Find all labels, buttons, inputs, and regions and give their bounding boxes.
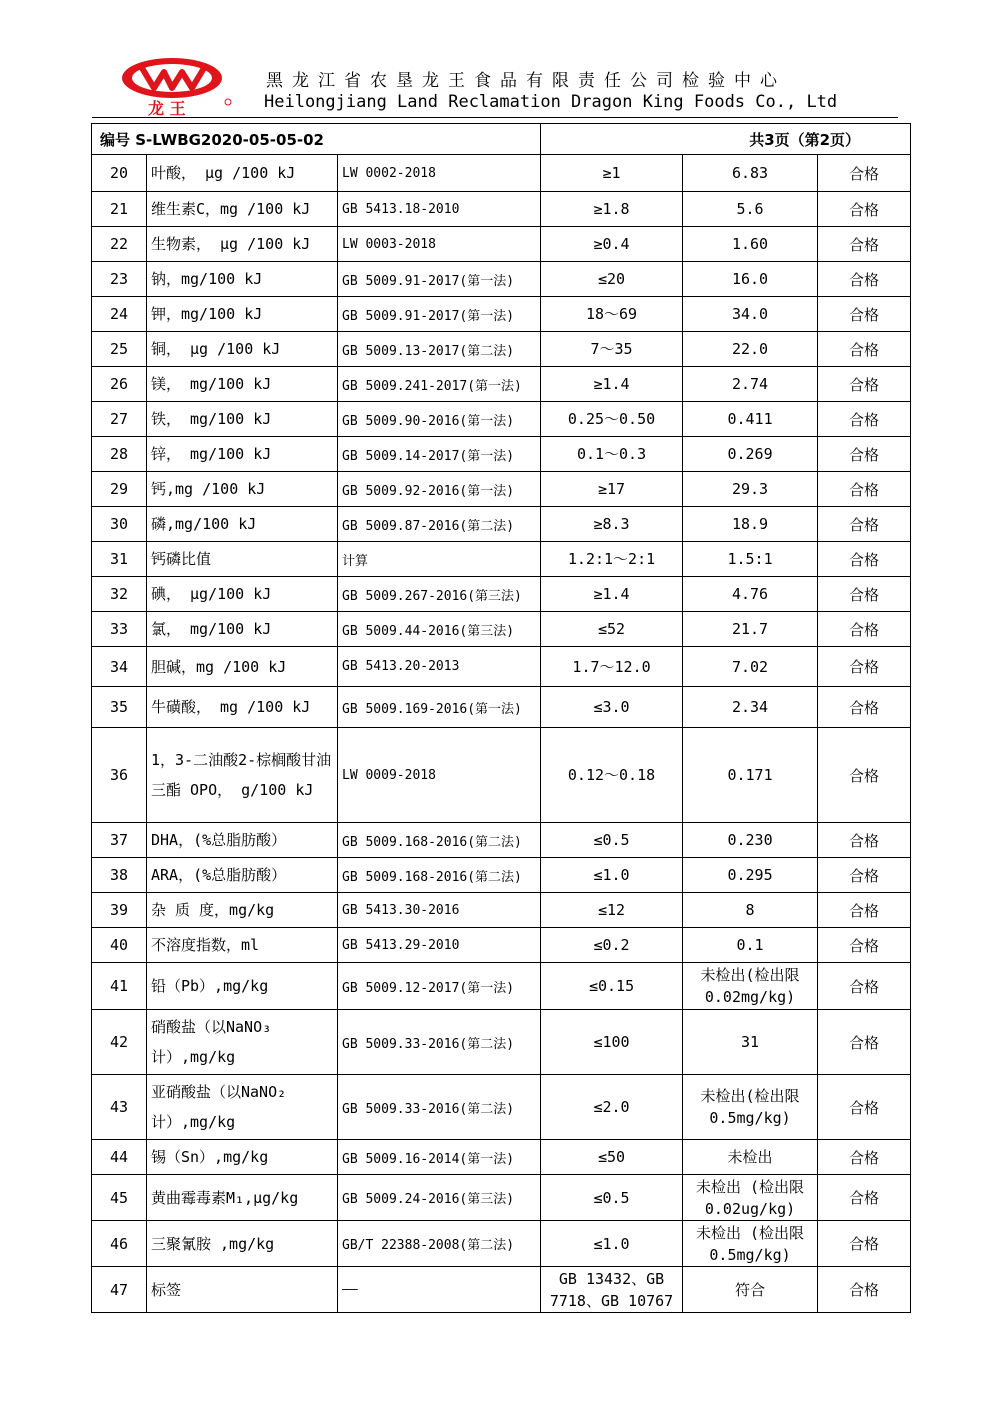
row-number: 35 [92,687,147,728]
test-method: 计算 [338,542,541,577]
report-header [92,52,900,118]
standard-value: 0.1～0.3 [541,437,683,472]
row-number: 26 [92,367,147,402]
item-name: 碘， μg/100 kJ [147,577,338,612]
test-result: 未检出 [683,1140,818,1175]
conclusion: 合格 [818,1010,911,1075]
header-divider [92,117,898,118]
test-method: GB 5009.92-2016(第一法) [338,472,541,507]
row-number: 37 [92,823,147,858]
test-result: 4.76 [683,577,818,612]
row-number: 29 [92,472,147,507]
standard-value: ≥1.4 [541,577,683,612]
test-result: 2.74 [683,367,818,402]
item-name: 黄曲霉毒素M₁,μg/kg [147,1175,338,1221]
row-number: 38 [92,858,147,893]
table-row [92,367,911,402]
row-number: 25 [92,332,147,367]
item-name: 标签 [147,1267,338,1313]
test-result: 29.3 [683,472,818,507]
item-name: 钾，mg/100 kJ [147,297,338,332]
test-method: GB 5009.91-2017(第一法) [338,297,541,332]
conclusion: 合格 [818,367,911,402]
conclusion: 合格 [818,1140,911,1175]
standard-value: ≤52 [541,612,683,647]
table-row [92,1175,911,1221]
test-result: 31 [683,1010,818,1075]
conclusion: 合格 [818,1267,911,1313]
test-method: GB 5009.169-2016(第一法) [338,687,541,728]
table-row [92,687,911,728]
item-name: 镁， mg/100 kJ [147,367,338,402]
item-name: 三聚氰胺 ,mg/kg [147,1221,338,1267]
test-method: GB 5413.18-2010 [338,192,541,227]
test-result: 5.6 [683,192,818,227]
row-number: 36 [92,728,147,823]
item-name: DHA，(%总脂肪酸） [147,823,338,858]
row-number: 40 [92,928,147,963]
item-name: 牛磺酸， mg /100 kJ [147,687,338,728]
conclusion: 合格 [818,577,911,612]
row-number: 27 [92,402,147,437]
test-result: 未检出(检出限0.02mg/kg) [683,963,818,1010]
item-name: 叶酸， μg /100 kJ [147,155,338,192]
test-method: LW 0002-2018 [338,155,541,192]
standard-value: ≥1 [541,155,683,192]
conclusion: 合格 [818,437,911,472]
table-row [92,192,911,227]
item-name: 胆碱，mg /100 kJ [147,647,338,687]
item-name: 钙磷比值 [147,542,338,577]
test-method: GB 5009.13-2017(第二法) [338,332,541,367]
table-row [92,858,911,893]
item-name: 磷,mg/100 kJ [147,507,338,542]
conclusion: 合格 [818,402,911,437]
table-row [92,823,911,858]
test-result: 18.9 [683,507,818,542]
conclusion: 合格 [818,227,911,262]
row-number: 33 [92,612,147,647]
conclusion: 合格 [818,542,911,577]
test-result: 未检出(检出限0.5mg/kg) [683,1075,818,1140]
row-number: 39 [92,893,147,928]
table-row [92,1010,911,1075]
row-number: 44 [92,1140,147,1175]
row-number: 23 [92,262,147,297]
report-number: 编号 S-LWBG2020-05-05-02 [92,124,541,155]
table-row [92,1267,911,1313]
test-method: GB 5009.14-2017(第一法) [338,437,541,472]
item-name: 维生素C，mg /100 kJ [147,192,338,227]
standard-value: ≤0.5 [541,823,683,858]
conclusion: 合格 [818,612,911,647]
conclusion: 合格 [818,858,911,893]
conclusion: 合格 [818,507,911,542]
row-number: 20 [92,155,147,192]
conclusion: 合格 [818,297,911,332]
standard-value: ≥0.4 [541,227,683,262]
row-number: 34 [92,647,147,687]
test-method: GB 5009.91-2017(第一法) [338,262,541,297]
standard-value: 18～69 [541,297,683,332]
item-name: 铜， μg /100 kJ [147,332,338,367]
standard-value: 1.2:1～2:1 [541,542,683,577]
table-row [92,437,911,472]
inspection-table [91,123,911,1313]
row-number: 42 [92,1010,147,1075]
table-row [92,728,911,823]
table-row [92,227,911,262]
test-result: 符合 [683,1267,818,1313]
table-row [92,155,911,192]
conclusion: 合格 [818,823,911,858]
item-name: 钙,mg /100 kJ [147,472,338,507]
test-result: 0.171 [683,728,818,823]
test-method: GB 5413.29-2010 [338,928,541,963]
test-result: 未检出 (检出限0.02ug/kg) [683,1175,818,1221]
test-result: 0.230 [683,823,818,858]
table-row [92,963,911,1010]
page-info: 共3页（第2页） [541,124,911,155]
table-row [92,1221,911,1267]
item-name: 铁， mg/100 kJ [147,402,338,437]
test-method: GB 5009.168-2016(第二法) [338,823,541,858]
standard-value: 1.7～12.0 [541,647,683,687]
conclusion: 合格 [818,262,911,297]
company-name-cn: 黑龙江省农垦龙王食品有限责任公司检验中心 [266,71,786,91]
item-name: 氯， mg/100 kJ [147,612,338,647]
test-method: —— [338,1267,541,1313]
conclusion: 合格 [818,472,911,507]
test-method: GB 5413.20-2013 [338,647,541,687]
test-method: GB 5009.87-2016(第二法) [338,507,541,542]
test-result: 21.7 [683,612,818,647]
conclusion: 合格 [818,1075,911,1140]
item-name: 亚硝酸盐（以NaNO₂计）,mg/kg [147,1075,338,1140]
table-row [92,262,911,297]
test-method: GB 5413.30-2016 [338,893,541,928]
test-result: 1.5:1 [683,542,818,577]
standard-value: GB 13432、GB 7718、GB 10767 [541,1267,683,1313]
test-method: GB 5009.24-2016(第三法) [338,1175,541,1221]
standard-value: 0.12～0.18 [541,728,683,823]
table-row [92,577,911,612]
item-name: 钠，mg/100 kJ [147,262,338,297]
test-method: GB 5009.12-2017(第一法) [338,963,541,1010]
table-row [92,472,911,507]
conclusion: 合格 [818,928,911,963]
table-row [92,402,911,437]
logo-text: 龙 王 [148,99,186,118]
company-name-en: Heilongjiang Land Reclamation Dragon King Foods Co., Ltd [264,92,838,112]
test-method: LW 0009-2018 [338,728,541,823]
test-result: 2.34 [683,687,818,728]
conclusion: 合格 [818,963,911,1010]
test-result: 0.1 [683,928,818,963]
standard-value: ≤100 [541,1010,683,1075]
table-row [92,297,911,332]
standard-value: ≤12 [541,893,683,928]
item-name: 不溶度指数，ml [147,928,338,963]
test-method: GB 5009.16-2014(第一法) [338,1140,541,1175]
test-result: 7.02 [683,647,818,687]
row-number: 31 [92,542,147,577]
item-name: 铅（Pb）,mg/kg [147,963,338,1010]
item-name: 1，3-二油酸2-棕榈酸甘油三酯 OPO， g/100 kJ [147,728,338,823]
standard-value: ≤1.0 [541,858,683,893]
standard-value: ≤0.5 [541,1175,683,1221]
row-number: 30 [92,507,147,542]
test-method: GB 5009.267-2016(第三法) [338,577,541,612]
table-row [92,1075,911,1140]
test-method: GB 5009.90-2016(第一法) [338,402,541,437]
standard-value: ≤1.0 [541,1221,683,1267]
test-result: 22.0 [683,332,818,367]
item-name: 生物素， μg /100 kJ [147,227,338,262]
test-method: GB 5009.241-2017(第一法) [338,367,541,402]
standard-value: ≤2.0 [541,1075,683,1140]
conclusion: 合格 [818,1175,911,1221]
test-method: LW 0003-2018 [338,227,541,262]
conclusion: 合格 [818,1221,911,1267]
standard-value: ≤20 [541,262,683,297]
standard-value: ≤0.15 [541,963,683,1010]
row-number: 46 [92,1221,147,1267]
table-row [92,332,911,367]
table-row [92,893,911,928]
item-name: 锡（Sn）,mg/kg [147,1140,338,1175]
row-number: 22 [92,227,147,262]
test-method: GB 5009.33-2016(第二法) [338,1010,541,1075]
row-number: 21 [92,192,147,227]
table-row [92,647,911,687]
test-result: 8 [683,893,818,928]
standard-value: ≤3.0 [541,687,683,728]
row-number: 32 [92,577,147,612]
test-result: 16.0 [683,262,818,297]
item-name: 锌， mg/100 kJ [147,437,338,472]
conclusion: 合格 [818,728,911,823]
conclusion: 合格 [818,192,911,227]
table-row [92,1140,911,1175]
test-result: 0.269 [683,437,818,472]
report-info-row [92,124,911,155]
conclusion: 合格 [818,647,911,687]
standard-value: ≤0.2 [541,928,683,963]
standard-value: ≥17 [541,472,683,507]
table-row [92,542,911,577]
row-number: 24 [92,297,147,332]
test-result: 0.411 [683,402,818,437]
table-row [92,612,911,647]
item-name: 杂 质 度，mg/kg [147,893,338,928]
standard-value: ≥8.3 [541,507,683,542]
test-result: 6.83 [683,155,818,192]
test-result: 未检出 (检出限0.5mg/kg) [683,1221,818,1267]
conclusion: 合格 [818,687,911,728]
conclusion: 合格 [818,332,911,367]
conclusion: 合格 [818,893,911,928]
row-number: 41 [92,963,147,1010]
test-method: GB 5009.33-2016(第二法) [338,1075,541,1140]
row-number: 43 [92,1075,147,1140]
standard-value: ≤50 [541,1140,683,1175]
item-name: 硝酸盐（以NaNO₃计）,mg/kg [147,1010,338,1075]
test-method: GB 5009.44-2016(第三法) [338,612,541,647]
test-method: GB 5009.168-2016(第二法) [338,858,541,893]
test-method: GB/T 22388-2008(第二法) [338,1221,541,1267]
test-result: 1.60 [683,227,818,262]
standard-value: ≥1.4 [541,367,683,402]
item-name: ARA，(%总脂肪酸） [147,858,338,893]
row-number: 28 [92,437,147,472]
dragon-king-logo [120,56,240,118]
table-row [92,928,911,963]
test-result: 0.295 [683,858,818,893]
standard-value: 0.25～0.50 [541,402,683,437]
row-number: 47 [92,1267,147,1313]
conclusion: 合格 [818,155,911,192]
standard-value: 7～35 [541,332,683,367]
test-result: 34.0 [683,297,818,332]
row-number: 45 [92,1175,147,1221]
standard-value: ≥1.8 [541,192,683,227]
table-row [92,507,911,542]
